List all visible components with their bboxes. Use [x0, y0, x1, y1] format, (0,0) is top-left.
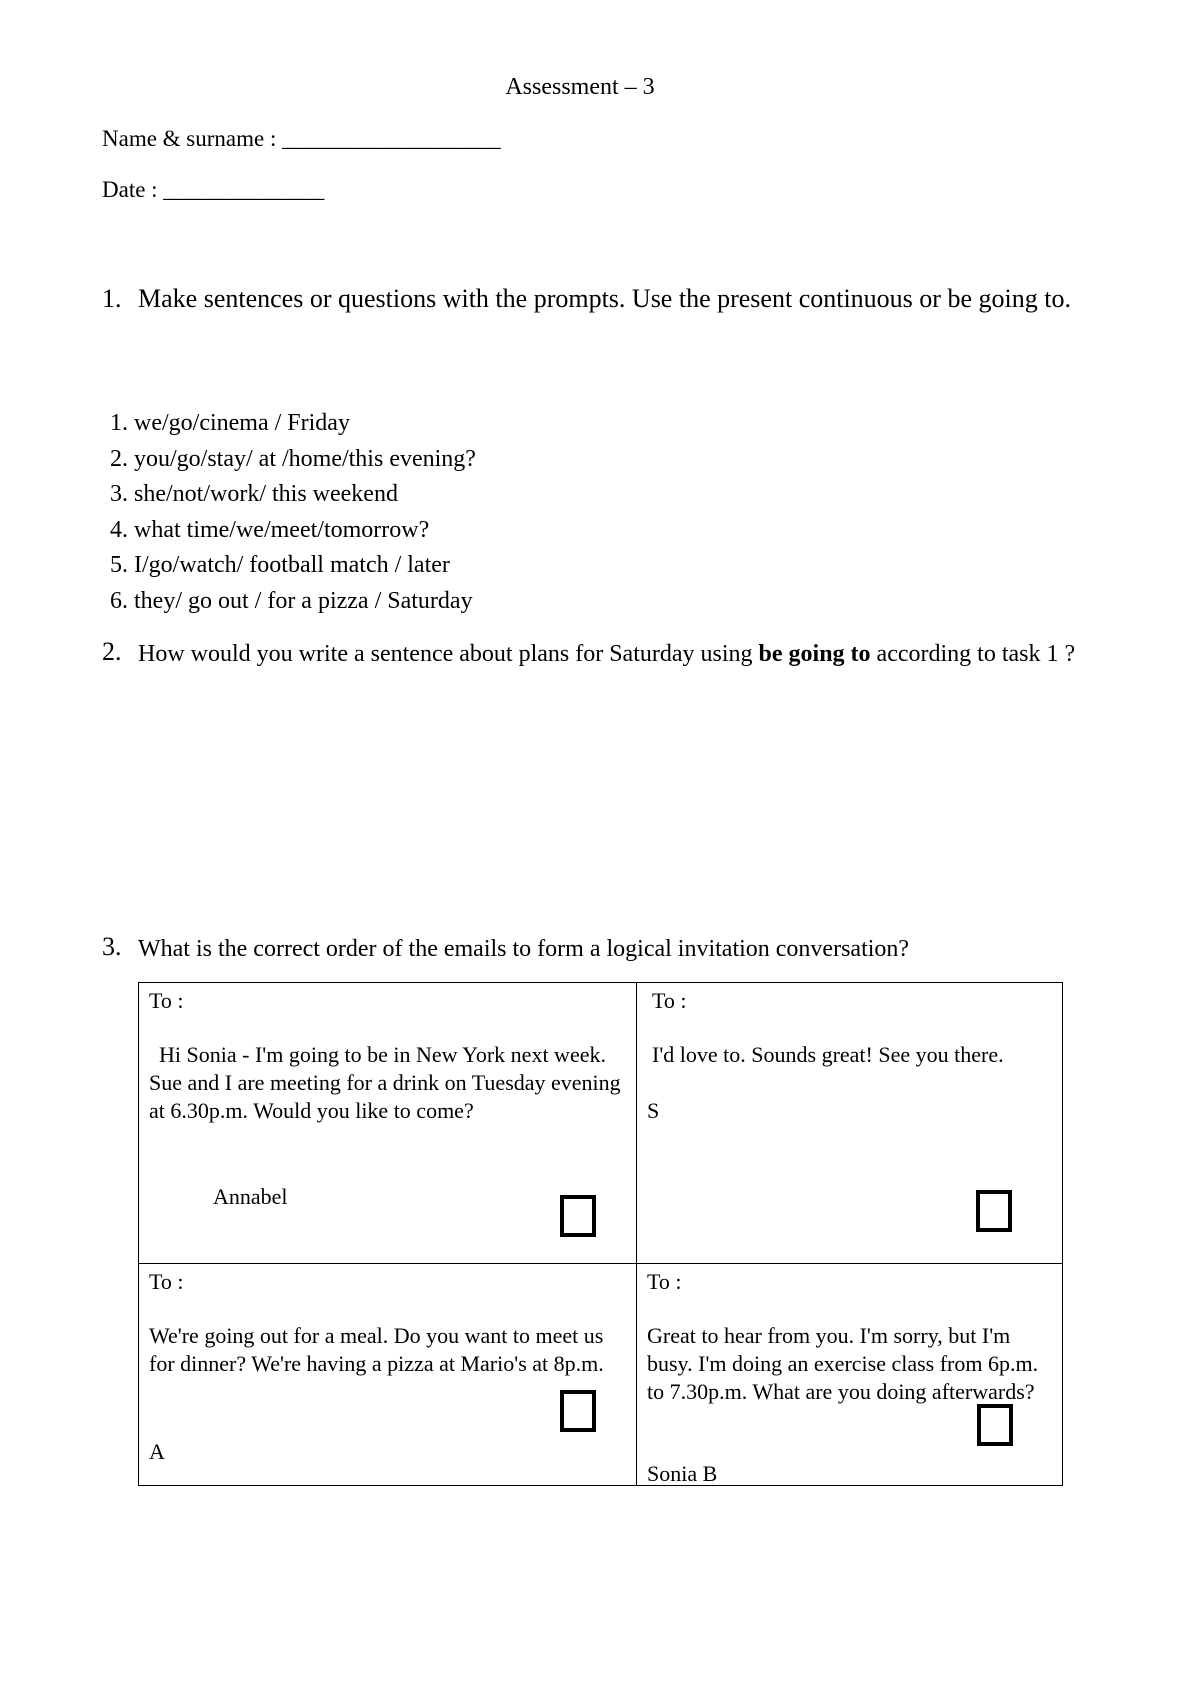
email-signature: S	[647, 1098, 660, 1123]
order-checkbox[interactable]	[560, 1390, 596, 1432]
prompt-item: 5. I/go/watch/ football match / later	[110, 552, 450, 578]
email-body: We're going out for a meal. Do you want to meet us for dinner? We're having a pizza at Mario's at 8p.m.	[149, 1323, 604, 1376]
email-card	[637, 983, 1062, 1264]
order-checkbox[interactable]	[977, 1404, 1013, 1446]
task3-number: 3.	[102, 932, 122, 961]
email-body: Hi Sonia - I'm going to be in New York next week. Sue and I are meeting for a drink on Tuesday evening at 6.30p.m. Would you like to come?	[149, 1042, 621, 1123]
email-to-label: To :	[149, 988, 184, 1013]
task2-number: 2.	[102, 637, 122, 666]
task1-number: 1.	[102, 284, 122, 313]
task2-text-bold: be going to	[758, 641, 871, 667]
prompt-item: 3. she/not/work/ this weekend	[110, 481, 398, 507]
prompt-item: 6. they/ go out / for a pizza / Saturday	[110, 587, 473, 614]
email-to-label: To :	[647, 1269, 682, 1294]
task2-text-before: How would you write a sentence about plans for Saturday using	[138, 641, 759, 667]
order-checkbox[interactable]	[560, 1195, 596, 1237]
task1-prompt-list	[110, 406, 476, 619]
date-field[interactable]: Date : ______________	[102, 177, 325, 202]
email-card	[139, 1264, 637, 1485]
task1-instruction: Make sentences or questions with the prompts. Use the present continuous or be going to.	[138, 284, 1071, 313]
email-to-label: To :	[149, 1269, 184, 1294]
email-grid	[138, 982, 1063, 1486]
email-body: I'd love to. Sounds great! See you there.	[652, 1042, 1004, 1067]
task2-question	[138, 636, 1128, 672]
prompt-item: 4. what time/we/meet/tomorrow?	[110, 516, 430, 543]
email-body: Great to hear from you. I'm sorry, but I'm busy. I'm doing an exercise class from 6p.m. to 7.30p.m. What are you doing afterwards?	[647, 1323, 1039, 1404]
email-card	[637, 1264, 1062, 1485]
name-surname-field[interactable]: Name & surname : ___________________	[102, 126, 501, 151]
task2-text-after: according to task 1 ?	[870, 641, 1076, 667]
email-signature: Sonia B	[647, 1461, 718, 1486]
prompt-item: 1. we/go/cinema / Friday	[110, 410, 350, 436]
task3-question: What is the correct order of the emails to form a logical invitation conversation?	[138, 936, 910, 962]
email-signature: Annabel	[213, 1184, 288, 1209]
email-to-label: To :	[652, 988, 687, 1013]
email-signature: A	[149, 1439, 165, 1464]
page-title: Assessment – 3	[505, 74, 655, 100]
order-checkbox[interactable]	[976, 1190, 1012, 1232]
email-card	[139, 983, 637, 1264]
prompt-item: 2. you/go/stay/ at /home/this evening?	[110, 445, 476, 472]
